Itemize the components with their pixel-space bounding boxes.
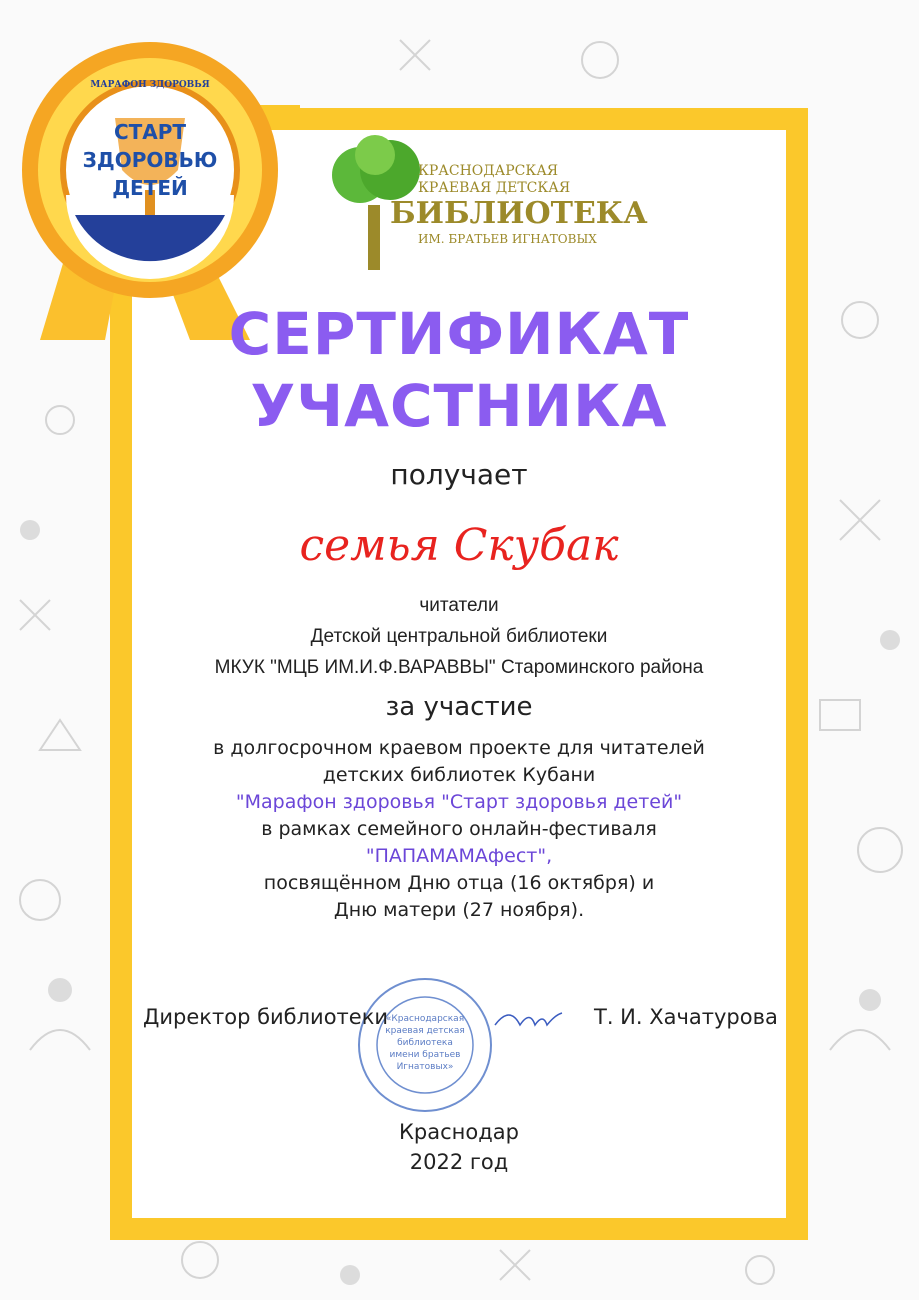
badge-line-3: ДЕТЕЙ: [112, 176, 188, 200]
readers-line-2: Детской центральной библиотеки: [310, 626, 608, 647]
logo-line-3: БИБЛИОТЕКА: [390, 196, 648, 231]
body-line-project: "Марафон здоровья "Старт здоровья детей": [235, 791, 683, 813]
stamp-line-2: краевая детская: [385, 1026, 465, 1036]
body-line-7: Дню матери (27 ноября).: [333, 899, 585, 921]
signature-role: Директор библиотеки: [143, 1005, 389, 1029]
library-logo: [330, 135, 648, 280]
title-line-2: УЧАСТНИКА: [250, 372, 668, 440]
city: Краснодар: [399, 1120, 519, 1144]
receives-label: получает: [390, 458, 528, 491]
title-line-1: СЕРТИФИКАТ: [228, 300, 690, 368]
stamp-line-5: Игнатовых»: [396, 1062, 454, 1072]
logo-line-2: КРАЕВАЯ ДЕТСКАЯ: [418, 180, 571, 196]
logo-line-4: ИМ. БРАТЬЕВ ИГНАТОВЫХ: [418, 232, 597, 246]
body-line-6: посвящённом Дню отца (16 октября) и: [263, 872, 655, 894]
body-line-1: в долгосрочном краевом проекте для читателей: [213, 737, 705, 759]
official-stamp: [355, 975, 495, 1115]
recipient-name: семья Скубак: [299, 520, 619, 571]
readers-line-1: читатели: [419, 595, 499, 616]
body-line-festival: "ПАПАМАМАфест",: [365, 845, 553, 867]
stamp-line-1: «Краснодарская: [385, 1014, 465, 1024]
handwritten-signature: [490, 1000, 570, 1040]
signature-name: Т. И. Хачатурова: [594, 1005, 778, 1029]
badge-subtitle: МАРАФОН ЗДОРОВЬЯ: [90, 80, 210, 90]
readers-line-3: МКУК "МЦБ ИМ.И.Ф.ВАРАВВЫ" Староминского района: [214, 657, 704, 678]
logo-line-1: КРАСНОДАРСКАЯ: [418, 163, 559, 179]
body-line-2: детских библиотек Кубани: [322, 764, 596, 786]
stamp-line-4: имени братьев: [389, 1050, 461, 1060]
stamp-line-3: библиотека: [397, 1038, 453, 1048]
badge-line-2: ЗДОРОВЬЮ: [82, 148, 218, 172]
for-participation-label: за участие: [385, 692, 533, 722]
year: 2022 год: [409, 1150, 509, 1174]
body-line-4: в рамках семейного онлайн-фестиваля: [261, 818, 657, 840]
badge-line-1: СТАРТ: [113, 120, 187, 144]
